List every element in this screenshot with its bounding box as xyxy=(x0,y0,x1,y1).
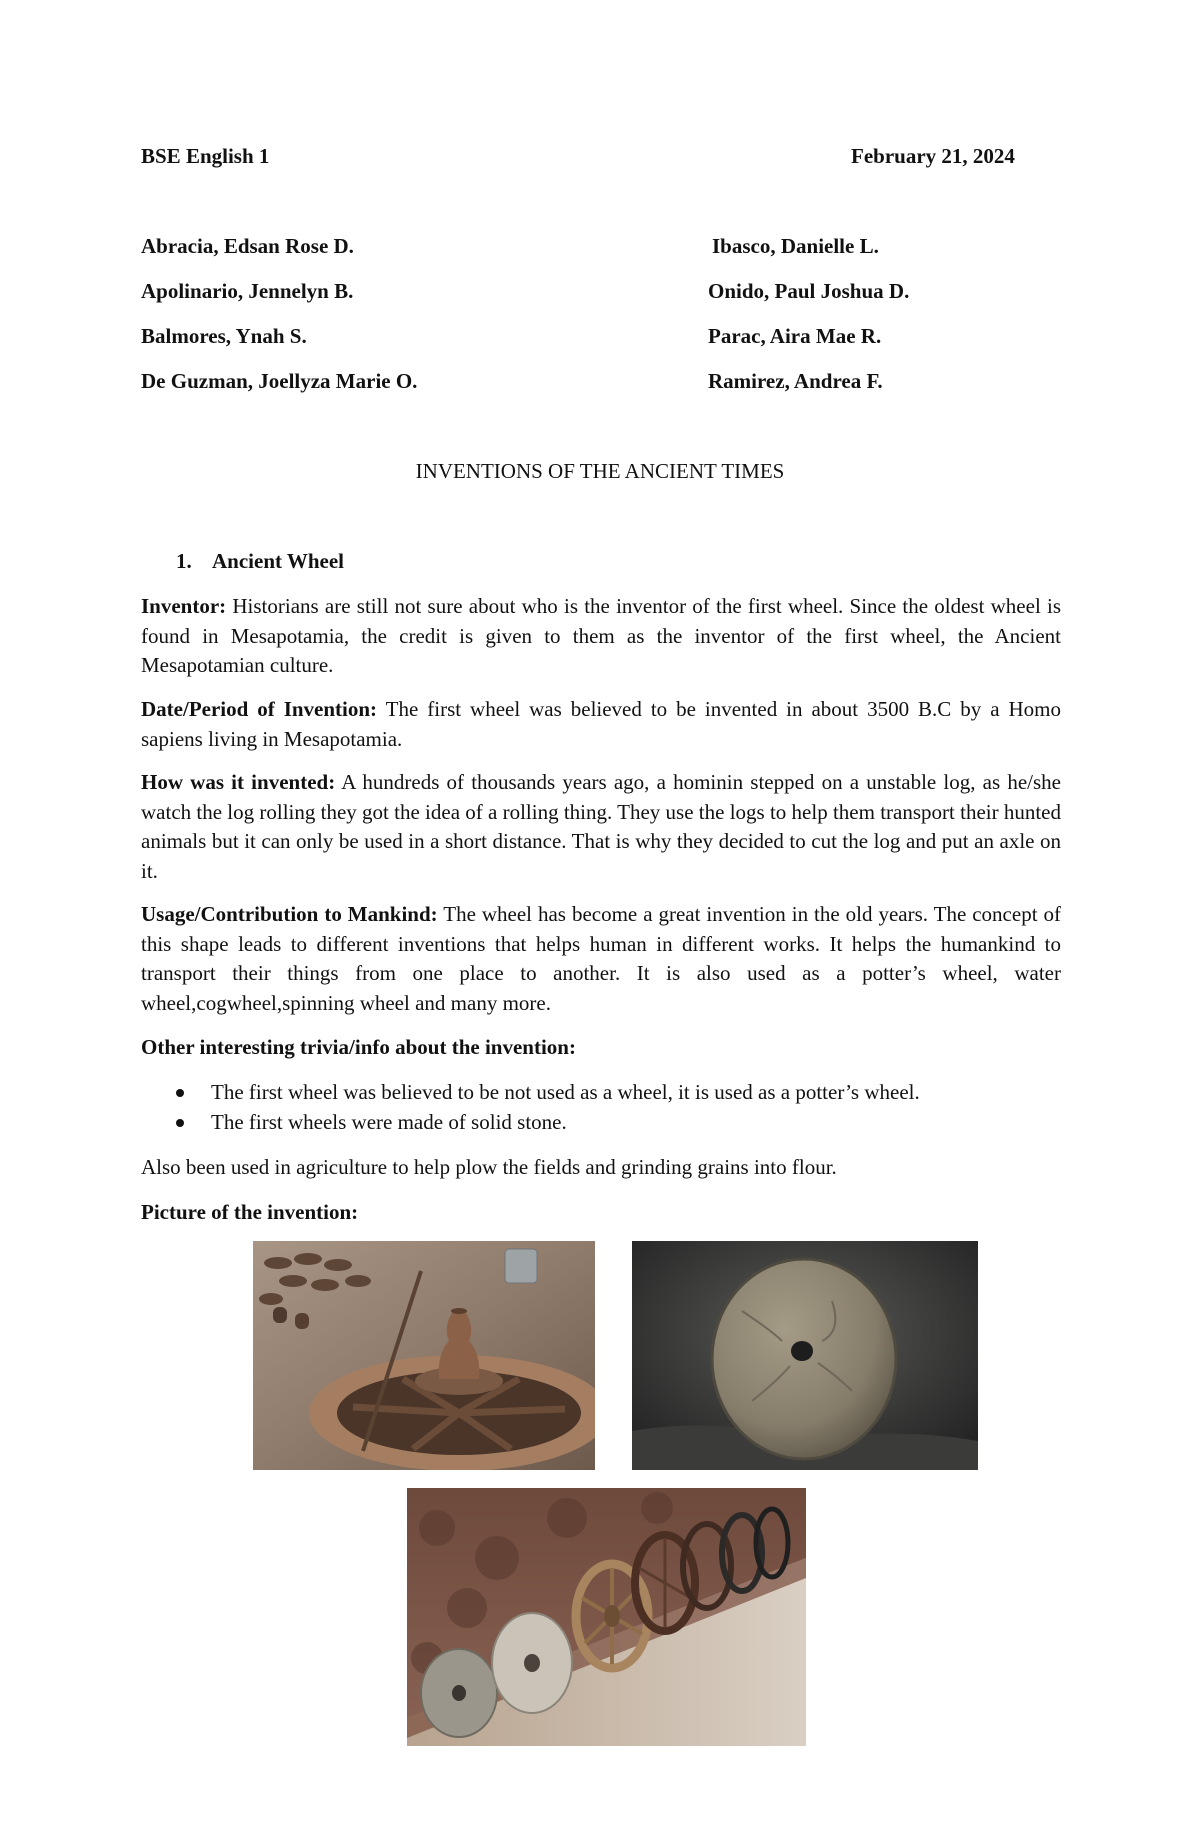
list-item xyxy=(141,1108,1061,1138)
member-name: De Guzman, Joellyza Marie O. xyxy=(141,369,418,393)
member-name: Balmores, Ynah S. xyxy=(141,324,307,348)
inventor-label: Inventor: xyxy=(141,594,227,618)
trivia-item: The first wheels were made of solid stone. xyxy=(211,1109,567,1134)
date-period-paragraph xyxy=(141,695,1061,754)
member-name: Parac, Aira Mae R. xyxy=(708,324,882,348)
member-name: Abracia, Edsan Rose D. xyxy=(141,234,354,258)
stone-wheel-photo xyxy=(632,1241,978,1470)
date-period-label: Date/Period of Invention: xyxy=(141,697,378,721)
trivia-item: The first wheel was believed to be not used as a wheel, it is used as a potter’s wheel. xyxy=(211,1080,920,1104)
how-invented-text: A hundreds of thousands years ago, a hominin stepped on a unstable log, as he/she watch the log rolling they got the idea of a rolling thing. They use the logs to help them transport their hunted animals but it can only be used in a short distance. That is why they decided to cut the log and put an axle on it. xyxy=(141,770,1061,883)
document-date: February 21, 2024 xyxy=(851,144,1015,168)
member-name: Onido, Paul Joshua D. xyxy=(708,279,910,303)
course-label: BSE English 1 xyxy=(141,144,270,168)
list-item xyxy=(141,1078,1061,1108)
trivia-list xyxy=(141,1078,1061,1137)
date-period-text: The first wheel was believed to be invented in about 3500 B.C by a Homo sapiens living in Mesapotamia. xyxy=(141,697,1061,751)
member-name: Ibasco, Danielle L. xyxy=(712,234,879,258)
potters-wheel-photo xyxy=(253,1241,595,1470)
inventor-paragraph xyxy=(141,592,1061,681)
how-invented-paragraph xyxy=(141,768,1061,886)
usage-text: The wheel has become a great invention in the old years. The concept of this shape leads to different inventions that helps human in different works. It helps the humankind to transport their things from one place to another. It is also used as a potter’s wheel, water wheel,cogwheel,spinning wheel and many more. xyxy=(141,902,1061,1015)
member-name: Ramirez, Andrea F. xyxy=(708,369,883,393)
document-title: INVENTIONS OF THE ANCIENT TIMES xyxy=(415,459,785,483)
section-number: 1. xyxy=(176,549,192,573)
bullet-icon xyxy=(176,1119,184,1127)
member-name: Apolinario, Jennelyn B. xyxy=(141,279,354,303)
inventor-text: Historians are still not sure about who is the inventor of the first wheel. Since the oldest wheel is found in Mesapotamia, the credit is given to them as the inventor of the first wheel, the Ancient Mesapotamian culture. xyxy=(141,594,1061,677)
section-heading: Ancient Wheel xyxy=(212,549,345,573)
trivia-extra: Also been used in agriculture to help plow the fields and grinding grains into flour. xyxy=(141,1155,837,1179)
usage-paragraph xyxy=(141,900,1061,1018)
wheels-row-photo xyxy=(407,1488,806,1746)
trivia-heading: Other interesting trivia/info about the invention: xyxy=(141,1035,576,1059)
picture-label: Picture of the invention: xyxy=(141,1200,359,1224)
usage-label: Usage/Contribution to Mankind: xyxy=(141,902,438,926)
bullet-icon xyxy=(176,1089,184,1097)
how-invented-label: How was it invented: xyxy=(141,770,336,794)
